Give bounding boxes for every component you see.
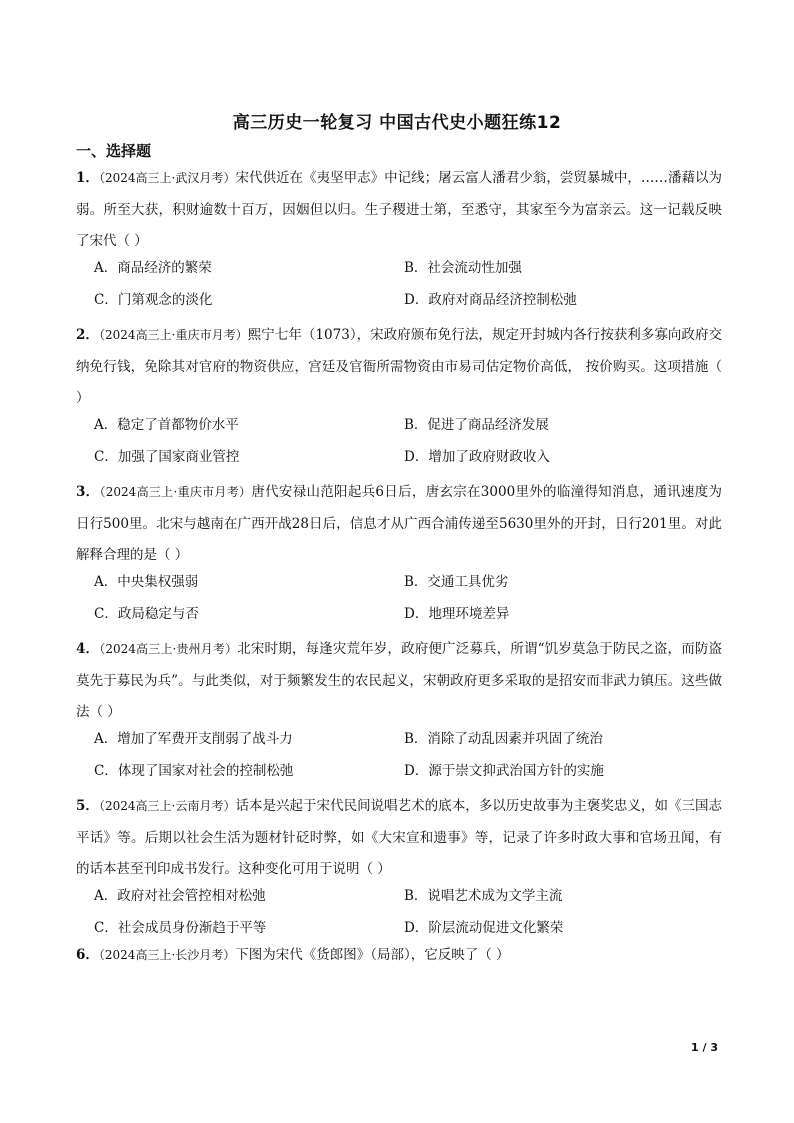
question-4-option-c[interactable]: C．体现了国家对社会的控制松弛 bbox=[94, 763, 294, 779]
question-2-option-c[interactable]: C．加强了国家商业管控 bbox=[94, 449, 240, 465]
question-6-stem bbox=[76, 940, 722, 972]
question-2-stem bbox=[76, 320, 722, 415]
question-source: （2024高三上·武汉月考） bbox=[98, 171, 236, 185]
page-number: 1 / 3 bbox=[691, 1041, 718, 1054]
question-4-option-d[interactable]: D．源于崇文抑武治国方针的实施 bbox=[404, 763, 604, 779]
question-3-option-a[interactable]: A．中央集权强弱 bbox=[94, 574, 199, 590]
question-number: 3． bbox=[76, 484, 100, 500]
question-number: 1． bbox=[76, 170, 99, 186]
question-text: 熙宁七年（1073），宋政府颁布免行法，规定开封城内各行按获利多寡向政府交纳免行钱，免除其对官府的物资供应，宫廷及官衙所需物资由市易司估定物价高低， 按价购买。这项措施（ ） bbox=[76, 327, 722, 406]
question-1-option-c[interactable]: C．门第观念的淡化 bbox=[94, 292, 213, 308]
question-1-option-a[interactable]: A．商品经济的繁荣 bbox=[94, 260, 212, 276]
question-number: 6． bbox=[76, 947, 99, 963]
question-1-option-b[interactable]: B．社会流动性加强 bbox=[404, 260, 522, 276]
question-text: 北宋时期，每逢灾荒年岁，政府便广泛募兵，所谓“饥岁莫急于防民之盗，而防盗莫先于募民为兵”。与此类似，对于频繁发生的农民起义，宋朝政府更多采取的是招安而非武力镇压。这些做法（ ） bbox=[76, 641, 722, 720]
question-5-option-a[interactable]: A．政府对社会管控相对松弛 bbox=[94, 888, 266, 904]
question-5-stem bbox=[76, 791, 722, 886]
question-text: 唐代安禄山范阳起兵6日后，唐玄宗在3000里外的临潼得知消息，通讯速度为日行500里。北宋与越南在广西开战28日后，信息才从广西合浦传递至5630里外的开封，日行201里。对此解释合理的是（ ） bbox=[76, 484, 722, 563]
question-5-option-d[interactable]: D．阶层流动促进文化繁荣 bbox=[404, 920, 564, 936]
question-number: 4． bbox=[76, 641, 100, 657]
question-number: 5． bbox=[76, 798, 99, 814]
section-heading: 一、选择题 bbox=[76, 142, 152, 160]
question-text: 话本是兴起于宋代民间说唱艺术的底本，多以历史故事为主褒奖忠义，如《三国志平话》等。后期以社会生活为题材针砭时弊，如《大宋宣和遗事》等，记录了许多时政大事和官场丑闻，有的话本甚至刊印成书发行。这种变化可用于说明（ ） bbox=[76, 798, 723, 877]
question-4-stem bbox=[76, 634, 722, 729]
question-1-stem bbox=[76, 163, 722, 258]
question-3-option-c[interactable]: C．政局稳定与否 bbox=[94, 606, 199, 622]
question-1-option-d[interactable]: D．政府对商品经济控制松弛 bbox=[404, 292, 577, 308]
question-3-option-d[interactable]: D．地理环境差异 bbox=[404, 606, 510, 622]
question-number: 2． bbox=[76, 327, 99, 343]
question-2-option-b[interactable]: B．促进了商品经济发展 bbox=[404, 417, 549, 433]
question-text: 下图为宋代《货郎图》（局部），它反映了（ ） bbox=[235, 947, 510, 963]
question-4-option-b[interactable]: B．消除了动乱因素并巩固了统治 bbox=[404, 731, 603, 747]
question-3-stem bbox=[76, 477, 722, 572]
question-5-option-b[interactable]: B．说唱艺术成为文学主流 bbox=[404, 888, 563, 904]
question-2-option-d[interactable]: D．增加了政府财政收入 bbox=[404, 449, 550, 465]
question-4-option-a[interactable]: A．增加了军费开支削弱了战斗力 bbox=[94, 731, 293, 747]
page-title: 高三历史一轮复习 中国古代史小题狂练12 bbox=[232, 113, 562, 133]
question-source: （2024高三上·云南月考） bbox=[98, 799, 236, 813]
question-source: （2024高三上·贵州月考） bbox=[99, 642, 238, 656]
question-source: （2024高三上·重庆市月考） bbox=[99, 485, 252, 499]
question-source: （2024高三上·重庆市月考） bbox=[98, 328, 248, 342]
question-2-option-a[interactable]: A．稳定了首都物价水平 bbox=[94, 417, 239, 433]
question-5-option-c[interactable]: C．社会成员身份渐趋于平等 bbox=[94, 920, 267, 936]
question-text: 宋代供近在《夷坚甲志》中记线；屠云富人潘君少翁，尝贸暴城中，……潘藉以为弱。所至大获，积财逾数十百万，因姻但以归。生子稷进士第，至悉守，其家至今为富亲云。这一记载反映了宋代（ ） bbox=[76, 170, 722, 249]
question-source: （2024高三上·长沙月考） bbox=[98, 948, 236, 962]
question-3-option-b[interactable]: B．交通工具优劣 bbox=[404, 574, 509, 590]
